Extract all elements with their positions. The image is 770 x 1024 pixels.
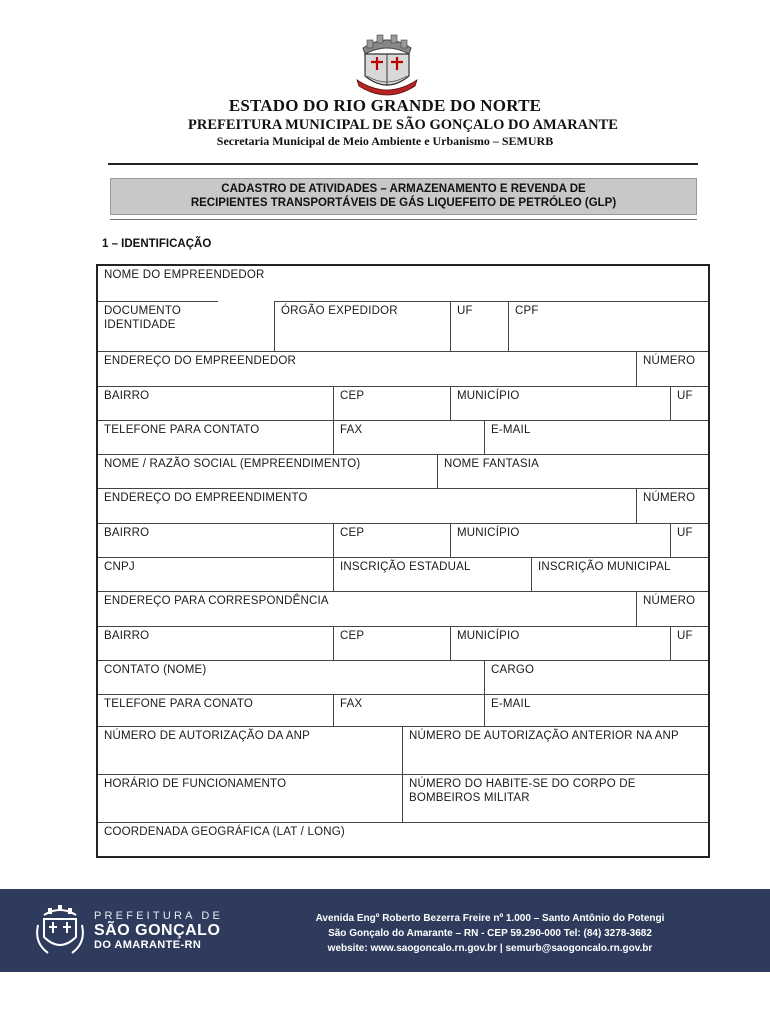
- field-cnpj[interactable]: CNPJ: [98, 557, 333, 591]
- footer-logo-line1: PREFEITURA DE: [94, 910, 224, 922]
- header-prefecture: PREFEITURA MUNICIPAL DE SÃO GONÇALO DO AMARANTE: [188, 117, 618, 133]
- header-state: ESTADO DO RIO GRANDE DO NORTE: [228, 96, 542, 115]
- field-cargo[interactable]: CARGO: [484, 660, 708, 694]
- field-autorizacao-anterior[interactable]: NÚMERO DE AUTORIZAÇÃO ANTERIOR NA ANP: [402, 726, 708, 774]
- field-numero-2[interactable]: NÚMERO: [636, 488, 708, 523]
- field-email-1[interactable]: E-MAIL: [484, 420, 708, 454]
- footer-logo-line3: DO AMARANTE-RN: [94, 939, 202, 951]
- title-divider: [110, 219, 697, 220]
- field-uf-3[interactable]: UF: [670, 626, 708, 660]
- field-cpf[interactable]: CPF: [508, 301, 708, 351]
- municipal-crest-icon: [349, 30, 425, 98]
- field-autorizacao-anp[interactable]: NÚMERO DE AUTORIZAÇÃO DA ANP: [98, 726, 402, 774]
- field-nome-fantasia[interactable]: NOME FANTASIA: [437, 454, 708, 488]
- field-documento-identidade[interactable]: DOCUMENTO IDENTIDADE: [98, 301, 218, 351]
- field-telefone-contato[interactable]: TELEFONE PARA CONTATO: [98, 420, 333, 454]
- section-heading: 1 – IDENTIFICAÇÃO: [102, 238, 212, 250]
- form-title-line2: RECIPIENTES TRANSPORTÁVEIS DE GÁS LIQUEFEITO DE PETRÓLEO (GLP): [190, 197, 617, 209]
- field-municipio-3[interactable]: MUNICÍPIO: [450, 626, 670, 660]
- field-endereco-empreendedor[interactable]: ENDEREÇO DO EMPREENDEDOR: [98, 351, 636, 386]
- prefecture-logo-icon: [34, 903, 86, 959]
- field-municipio-2[interactable]: MUNICÍPIO: [450, 523, 670, 557]
- field-numero-1[interactable]: NÚMERO: [636, 351, 708, 386]
- form-title-line1: CADASTRO DE ATIVIDADES – ARMAZENAMENTO E REVENDA DE: [221, 183, 586, 195]
- field-endereco-correspondencia[interactable]: ENDEREÇO PARA CORRESPONDÊNCIA: [98, 591, 636, 626]
- field-municipio-1[interactable]: MUNICÍPIO: [450, 386, 670, 420]
- header-secretariat: Secretaria Municipal de Meio Ambiente e Urbanismo – SEMURB: [216, 134, 554, 148]
- field-bairro-3[interactable]: BAIRRO: [98, 626, 333, 660]
- footer-address-line1: Avenida Engº Roberto Bezerra Freire nº 1.000 – Santo Antônio do Potengi: [315, 913, 665, 924]
- field-uf-documento[interactable]: UF: [450, 301, 508, 351]
- field-bairro-2[interactable]: BAIRRO: [98, 523, 333, 557]
- field-inscricao-municipal[interactable]: INSCRIÇÃO MUNICIPAL: [531, 557, 708, 591]
- field-orgao-expedidor[interactable]: ÓRGÃO EXPEDIDOR: [274, 301, 450, 351]
- field-fax-2[interactable]: FAX: [333, 694, 484, 726]
- field-endereco-empreendimento[interactable]: ENDEREÇO DO EMPREENDIMENTO: [98, 488, 636, 523]
- field-bairro-1[interactable]: BAIRRO: [98, 386, 333, 420]
- field-email-2[interactable]: E-MAIL: [484, 694, 708, 726]
- field-nome-empreendedor[interactable]: NOME DO EMPREENDEDOR: [104, 269, 265, 281]
- footer-address: [290, 911, 690, 956]
- footer-logo-line2: SÃO GONÇALO: [94, 922, 221, 939]
- page-footer: [0, 889, 770, 972]
- field-numero-3[interactable]: NÚMERO: [636, 591, 708, 626]
- field-telefone-conato[interactable]: TELEFONE PARA CONATO: [98, 694, 333, 726]
- identification-form: [96, 264, 710, 858]
- footer-address-line2: São Gonçalo do Amarante – RN - CEP 59.290-000 Tel: (84) 3278-3682: [328, 928, 652, 939]
- field-cep-1[interactable]: CEP: [333, 386, 450, 420]
- field-uf-1[interactable]: UF: [670, 386, 708, 420]
- field-coordenada-geografica[interactable]: COORDENADA GEOGRÁFICA (LAT / LONG): [98, 822, 708, 856]
- form-title: [110, 178, 697, 215]
- field-horario-funcionamento[interactable]: HORÁRIO DE FUNCIONAMENTO: [98, 774, 402, 822]
- field-inscricao-estadual[interactable]: INSCRIÇÃO ESTADUAL: [333, 557, 531, 591]
- field-contato-nome[interactable]: CONTATO (NOME): [98, 660, 484, 694]
- field-fax-1[interactable]: FAX: [333, 420, 484, 454]
- field-habite-se[interactable]: NÚMERO DO HABITE-SE DO CORPO DE BOMBEIROS MILITAR: [402, 774, 708, 822]
- field-cep-3[interactable]: CEP: [333, 626, 450, 660]
- footer-address-line3: website: www.saogoncalo.rn.gov.br | semurb@saogoncalo.rn.gov.br: [327, 943, 653, 954]
- header-divider: [108, 163, 698, 165]
- field-cep-2[interactable]: CEP: [333, 523, 450, 557]
- field-uf-2[interactable]: UF: [670, 523, 708, 557]
- field-razao-social[interactable]: NOME / RAZÃO SOCIAL (EMPREENDIMENTO): [98, 454, 437, 488]
